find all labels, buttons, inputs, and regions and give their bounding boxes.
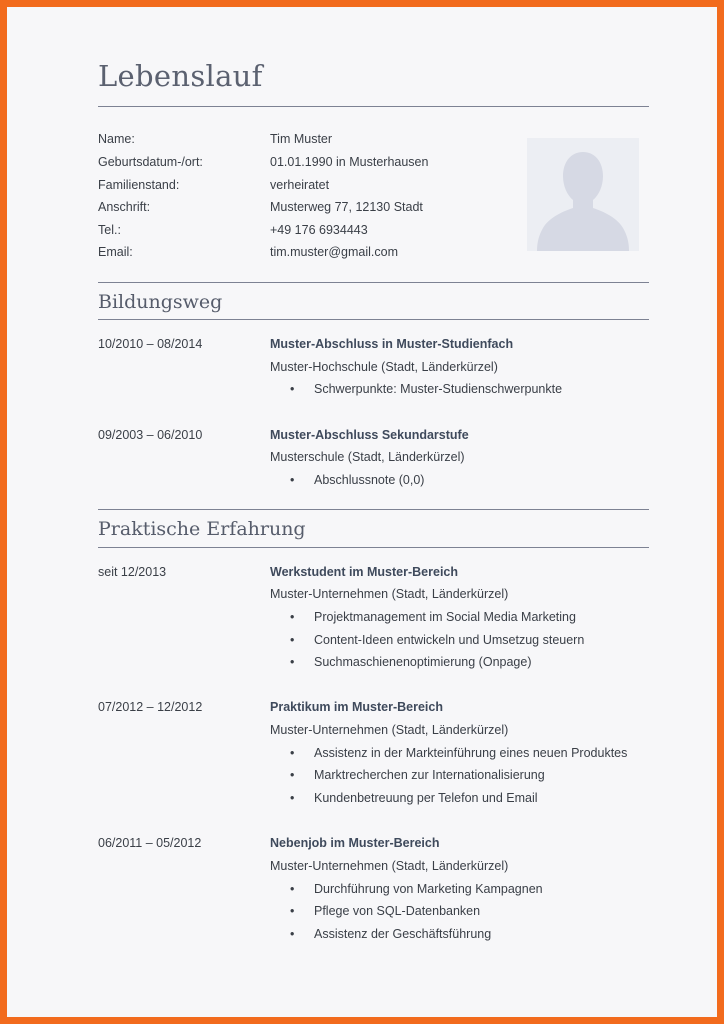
section-title-experience: Praktische Erfahrung [98, 518, 306, 540]
label-birth: Geburtsdatum-/ort: [98, 155, 203, 169]
entry-bullet [290, 609, 576, 625]
bullet-text: Projektmanagement im Social Media Marketing [314, 610, 576, 624]
education-bottom-divider [98, 319, 649, 320]
entry-date: 10/2010 – 08/2014 [98, 337, 203, 351]
label-family-status: Familienstand: [98, 178, 180, 192]
bullet-dot: • [290, 768, 295, 782]
entry-bullet [290, 654, 532, 670]
entry-bullet [290, 790, 538, 806]
bullet-dot: • [290, 610, 295, 624]
entry-date: seit 12/2013 [98, 565, 167, 579]
bullet-dot: • [290, 473, 295, 487]
entry-bullet [290, 472, 424, 488]
bullet-text: Durchführung von Marketing Kampagnen [314, 882, 543, 896]
bullet-text: Assistenz der Geschäftsführung [314, 927, 492, 941]
profile-photo [527, 138, 639, 251]
entry-date: 07/2012 – 12/2012 [98, 700, 203, 714]
bullet-text: Assistenz in der Markteinführung eines neuen Produktes [314, 746, 628, 760]
entry-institution: Muster-Hochschule (Stadt, Länderkürzel) [270, 360, 498, 374]
entry-heading: Muster-Abschluss Sekundarstufe [270, 428, 469, 442]
entry-heading: Muster-Abschluss in Muster-Studienfach [270, 337, 514, 351]
experience-bottom-divider [98, 547, 649, 548]
bullet-dot: • [290, 882, 295, 896]
entry-bullet [290, 381, 562, 397]
label-phone: Tel.: [98, 223, 121, 237]
bullet-text: Kundenbetreuung per Telefon und Email [314, 791, 538, 805]
bullet-text: Content-Ideen entwickeln und Umsetzug steuern [314, 633, 585, 647]
value-address: Musterweg 77, 12130 Stadt [270, 200, 423, 214]
entry-bullet [290, 881, 543, 897]
entry-heading: Nebenjob im Muster-Bereich [270, 836, 440, 850]
entry-date: 06/2011 – 05/2012 [98, 836, 202, 850]
bullet-dot: • [290, 791, 295, 805]
bullet-text: Pflege von SQL-Datenbanken [314, 904, 481, 918]
value-family-status: verheiratet [270, 178, 330, 192]
entry-institution: Muster-Unternehmen (Stadt, Länderkürzel) [270, 587, 509, 601]
entry-heading: Praktikum im Muster-Bereich [270, 700, 443, 714]
person-silhouette-icon [527, 138, 639, 251]
bullet-dot: • [290, 655, 295, 669]
bullet-dot: • [290, 927, 295, 941]
bullet-text: Schwerpunkte: Muster-Studienschwerpunkte [314, 382, 563, 396]
entry-bullet [290, 745, 627, 761]
education-top-divider [98, 282, 649, 283]
entry-institution: Muster-Unternehmen (Stadt, Länderkürzel) [270, 859, 509, 873]
section-title-education: Bildungsweg [98, 291, 223, 313]
value-email: tim.muster@gmail.com [270, 245, 398, 259]
label-address: Anschrift: [98, 200, 151, 214]
bullet-text: Suchmaschienenoptimierung (Onpage) [314, 655, 532, 669]
entry-bullet [290, 632, 584, 648]
bullet-text: Abschlussnote (0,0) [314, 473, 425, 487]
experience-top-divider [98, 509, 649, 510]
label-email: Email: [98, 245, 133, 259]
entry-heading: Werkstudent im Muster-Bereich [270, 565, 459, 579]
bullet-dot: • [290, 746, 295, 760]
bullet-text: Marktrecherchen zur Internationalisierung [314, 768, 545, 782]
bullet-dot: • [290, 633, 295, 647]
bullet-dot: • [290, 904, 295, 918]
entry-institution: Muster-Unternehmen (Stadt, Länderkürzel) [270, 723, 509, 737]
entry-bullet [290, 903, 480, 919]
value-phone: +49 176 6934443 [270, 223, 368, 237]
entry-institution: Musterschule (Stadt, Länderkürzel) [270, 450, 465, 464]
label-name: Name: [98, 132, 135, 146]
value-name: Tim Muster [270, 132, 333, 146]
title-divider [98, 106, 649, 107]
bullet-dot: • [290, 382, 295, 396]
page-title: Lebenslauf [98, 59, 263, 93]
entry-date: 09/2003 – 06/2010 [98, 428, 203, 442]
value-birth: 01.01.1990 in Musterhausen [270, 155, 429, 169]
entry-bullet [290, 926, 491, 942]
entry-bullet [290, 767, 545, 783]
